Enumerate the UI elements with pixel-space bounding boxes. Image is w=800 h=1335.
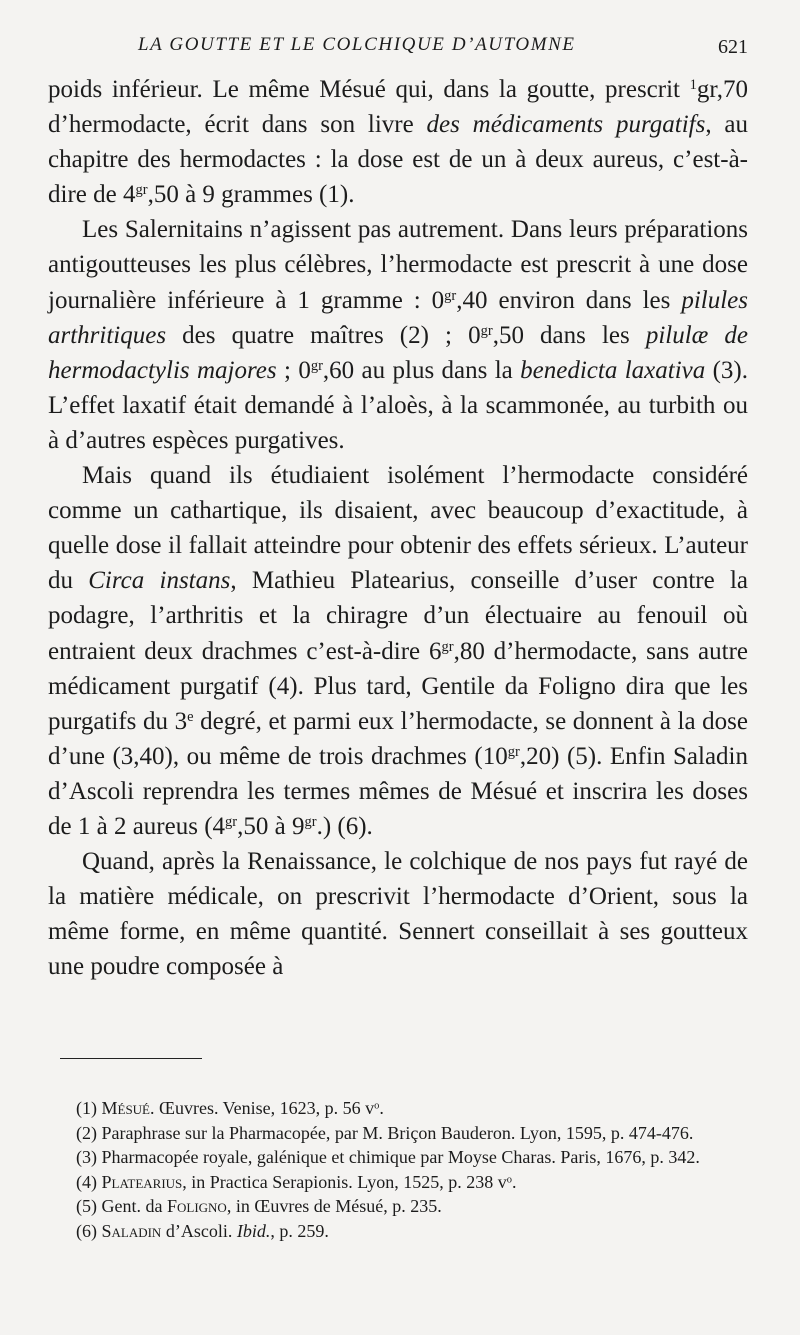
page-number: 621 <box>718 36 748 58</box>
footnotes <box>50 1096 750 1244</box>
footnote: (4) Platearius, in Practica Serapionis. Lyon, 1525, p. 238 $v^o$. <box>76 1171 517 1192</box>
footnote-separator <box>60 1058 202 1059</box>
footnote: (3) Pharmacopée royale, galénique et chimique par Moyse Charas. Paris, 1676, p. 342. <box>76 1147 700 1168</box>
paragraph: Mais quand ils étudiaient isolément l’hermodacte considéré comme un cathartique, ils disaient, avec beaucoup d’exactitude, à quelle dose il fallait atteindre pour obtenir des effets sérieux. L’auteur du Circa instans, Mathieu Platearius, conseille d’user contre la podagre, l’arthritis et la chiragre d’un électuaire au fenouil où entraient deux drachmes c’est-à-dire $6^{gr},80$ d’hermodacte, sans autre médicament purgatif (4). Plus tard, Gentile da Foligno dira que les purgatifs du 3e degré, et parmi eux l’hermodacte, se donnent à la dose d’une (3,40), ou même de trois drachmes $(10^{gr},20)$ (5). Enfin Saladin d’Ascoli reprendra les termes mêmes de Mésué et inscrira les doses de 1 à 2 aureus ($4^{gr},50$ à $9^{gr}$.) (6). <box>48 462 749 840</box>
paragraph: poids inférieur. Le même Mésué qui, dans la goutte, prescrit $^1$gr,70 d’hermodacte, écrit dans son livre des médicaments purgatifs, au chapitre des hermodactes : la dose est de un à deux aureus, c’est-à-dire de $4^{gr},50$ à 9 grammes (1). <box>48 76 748 209</box>
footnote: (5) Gent. da Foligno, in Œuvres de Mésué, p. 235. <box>76 1196 442 1217</box>
main-text <box>48 72 748 984</box>
running-title: LA GOUTTE ET LE COLCHIQUE D’AUTOMNE <box>138 34 576 55</box>
page-header <box>48 34 748 62</box>
paragraph: Quand, après la Renaissance, le colchique de nos pays fut rayé de la matière médicale, on prescrivit l’hermodacte d’Orient, sous la même forme, en même quantité. Sennert conseillait à ses goutteux une poudre composée à <box>48 848 748 981</box>
footnote: (6) Saladin d’Ascoli. Ibid., p. 259. <box>76 1220 329 1241</box>
footnote: (1) Mésué. Œuvres. Venise, 1623, p. 56 $v^o$. <box>76 1098 384 1118</box>
paragraph: Les Salernitains n’agissent pas autrement. Dans leurs préparations antigoutteuses les plus célèbres, l’hermodacte est prescrit à une dose journalière inférieure à 1 gramme : $0^{gr},40$ environ dans les pilules arthritiques des quatre maîtres (2) ; $0^{gr},50$ dans les pilulæ de hermodactylis majores ; $0^{gr},60$ au plus dans la benedicta laxativa (3). L’effet laxatif était demandé à l’aloès, à la scammonée, au turbith ou à d’autres espèces purgatives. <box>48 216 749 454</box>
footnote: (2) Paraphrase sur la Pharmacopée, par M. Briçon Bauderon. Lyon, 1595, p. 474-476. <box>76 1122 694 1143</box>
